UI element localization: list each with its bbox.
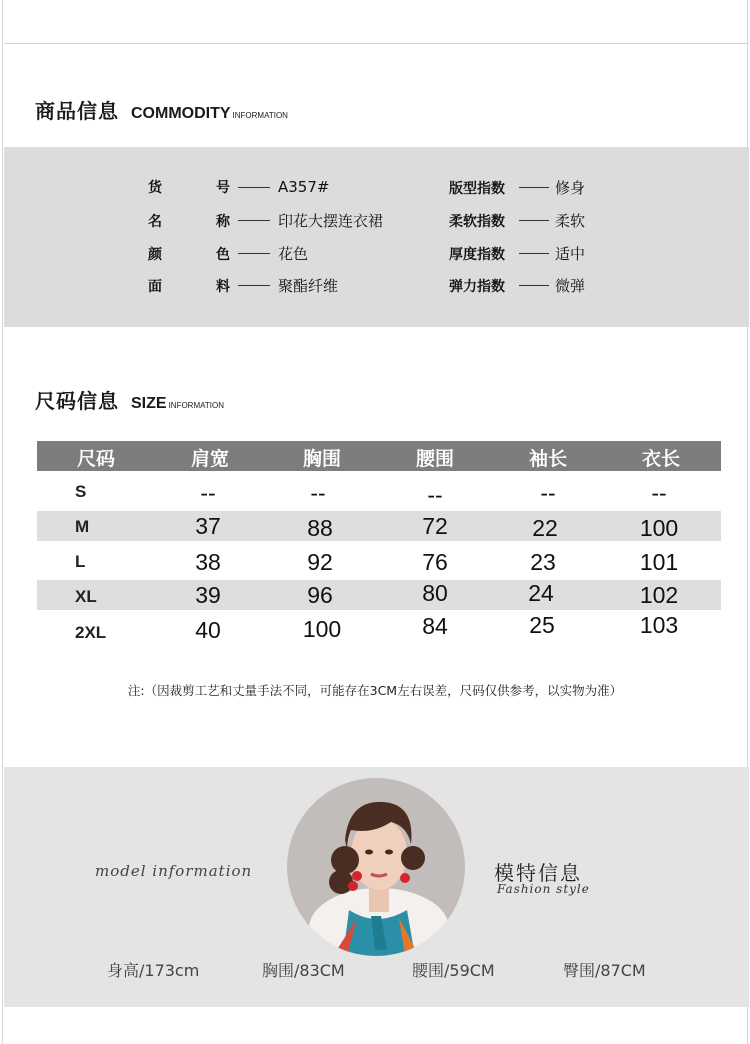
info-row-softness: [449, 210, 585, 231]
info-row-item-no: [148, 177, 329, 197]
item-no-key-2: 号: [216, 180, 230, 196]
dash-line: [238, 187, 270, 188]
commodity-title-zh: 商品信息: [35, 99, 119, 123]
table-cell: 22: [532, 515, 558, 541]
item-no-value: A357#: [278, 178, 330, 196]
table-cell: 103: [639, 612, 679, 638]
table-cell: --: [200, 480, 216, 506]
size-label-xl: XL: [75, 587, 97, 606]
size-title-en-small: INFORMATION: [168, 401, 224, 410]
table-cell: 40: [195, 617, 221, 643]
table-cell: 37: [195, 513, 221, 539]
top-divider: [4, 43, 749, 44]
table-cell: 38: [195, 549, 221, 575]
model-portrait: [287, 778, 465, 956]
header-length: 衣长: [641, 448, 680, 470]
info-row-color: [148, 243, 308, 264]
table-cell: 80: [422, 580, 448, 606]
dash-line: [519, 285, 549, 286]
commodity-title-en-small: INFORMATION: [232, 111, 288, 120]
table-cell: 84: [422, 613, 448, 639]
fabric-value: 聚酯纤维: [278, 277, 339, 295]
info-row-fabric: [148, 275, 338, 296]
header-size: 尺码: [76, 448, 115, 470]
info-row-fit: [449, 177, 585, 198]
table-cell: 88: [307, 515, 333, 541]
size-label-m: M: [75, 517, 90, 536]
info-row-name: [148, 210, 383, 231]
item-no-key-1: 货: [148, 180, 162, 196]
model-title-zh: 模特信息: [494, 861, 582, 885]
header-shoulder: 肩宽: [190, 448, 229, 470]
table-cell: 72: [422, 513, 448, 539]
color-key-1: 颜: [148, 246, 162, 263]
model-hip: 臀围/87CM: [563, 961, 646, 980]
header-bust: 胸围: [302, 448, 341, 470]
dash-line: [519, 253, 549, 254]
elasticity-value: 微弹: [555, 277, 586, 295]
commodity-section-title: [35, 95, 288, 124]
dash-line: [238, 253, 270, 254]
fabric-key-2: 料: [216, 278, 230, 295]
size-title-zh: 尺码信息: [35, 389, 119, 413]
size-label-s: S: [75, 482, 87, 501]
color-value: 花色: [278, 245, 309, 263]
page-border-left: [2, 0, 3, 1044]
table-cell: 102: [639, 582, 679, 608]
name-value: 印花大摆连衣裙: [278, 212, 384, 230]
commodity-title-en: COMMODITY: [131, 105, 231, 122]
table-cell: --: [651, 480, 667, 506]
table-cell: 25: [529, 612, 555, 638]
name-key-2: 称: [216, 213, 230, 230]
info-row-thickness: [449, 243, 585, 264]
table-cell: --: [427, 482, 443, 508]
size-label-l: L: [75, 552, 86, 571]
table-cell: --: [540, 480, 556, 506]
model-subtitle: Fashion style: [497, 882, 590, 896]
size-section-title: [35, 385, 224, 414]
color-key-2: 色: [216, 246, 230, 263]
fabric-key-1: 面: [148, 278, 162, 295]
table-cell: 101: [639, 549, 679, 575]
model-portrait-illustration: [287, 778, 465, 956]
thickness-value: 适中: [555, 245, 586, 263]
header-waist: 腰围: [415, 448, 454, 470]
dash-line: [238, 285, 270, 286]
table-cell: 39: [195, 582, 221, 608]
header-sleeve: 袖长: [528, 448, 567, 470]
fit-value: 修身: [555, 179, 586, 197]
dash-line: [238, 220, 270, 221]
info-row-elasticity: [449, 275, 585, 296]
table-cell: 23: [530, 549, 556, 575]
table-cell: --: [310, 480, 326, 506]
size-note: 注:（因裁剪工艺和丈量手法不同，可能存在3CM左右误差，尺码仅供参考，以实物为准）: [127, 683, 623, 698]
commodity-info-panel: [4, 147, 749, 327]
table-cell: 76: [422, 549, 448, 575]
table-cell: 92: [307, 549, 333, 575]
table-cell: 100: [302, 616, 342, 642]
dash-line: [519, 220, 549, 221]
size-table-header: [37, 441, 721, 471]
model-script-title: model information: [95, 862, 253, 880]
dash-line: [519, 187, 549, 188]
size-label-2xl: 2XL: [75, 623, 107, 642]
name-key-1: 名: [148, 213, 162, 230]
model-bust: 胸围/83CM: [262, 961, 345, 980]
model-height: 身高/173cm: [107, 961, 200, 980]
table-cell: 96: [307, 582, 333, 608]
table-cell: 24: [528, 580, 554, 606]
thickness-key: 厚度指数: [449, 246, 505, 263]
softness-key: 柔软指数: [449, 213, 505, 230]
elasticity-key: 弹力指数: [449, 278, 505, 295]
fit-key: 版型指数: [449, 180, 505, 197]
softness-value: 柔软: [555, 212, 586, 230]
size-title-en: SIZE: [131, 395, 167, 412]
model-waist: 腰围/59CM: [412, 961, 495, 980]
table-cell: 100: [639, 515, 679, 541]
